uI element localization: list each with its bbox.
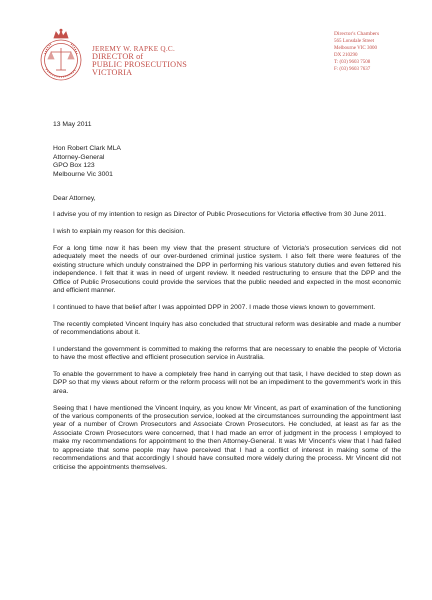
chambers-street: 565 Lonsdale Street (334, 39, 374, 45)
recipient-title: Attorney-General (53, 153, 105, 161)
paragraph-6: I understand the government is committed to making the reforms that are necessary to enable the people of Victoria to have the most effective and efficient prosecution service in Australia. (53, 345, 401, 362)
paragraph-5: The recently completed Vincent Inquiry has also concluded that structural reform was desirable and made a number of recommendations about it. (53, 320, 401, 337)
paragraph-2: I wish to explain my reason for this decision. (53, 228, 186, 236)
letterhead-name: JEREMY W. RAPKE Q.C. (92, 45, 176, 53)
paragraph-7: To enable the government to have a completely free hand in carrying out that task, I have decided to step down as DPP so that my views about reform or the reform process will not be an impediment to the government's work in this area. (53, 371, 401, 395)
letterhead (92, 45, 187, 77)
coat-of-arms-seal-icon (37, 28, 85, 83)
paragraph-1: I advise you of my intention to resign as Director of Public Prosecutions for Victoria effective from 30 June 2011. (53, 211, 387, 219)
recipient-city: Melbourne Vic 3001 (53, 170, 113, 178)
paragraph-4: I continued to have that belief after I was appointed DPP in 2007. I made those views known to government. (53, 303, 376, 311)
chambers-dx: DX 210290 (334, 53, 358, 59)
letterhead-line-2: PUBLIC PROSECUTIONS (92, 60, 187, 69)
letterhead-line-1: DIRECTOR of (92, 52, 144, 61)
letter-date: 13 May 2011 (53, 121, 92, 128)
letter-body (53, 121, 401, 480)
letterhead-line-3: VICTORIA (92, 68, 133, 77)
recipient-name: Hon Robert Clark MLA (53, 145, 121, 153)
chambers-address (334, 31, 379, 74)
chambers-title: Director's Chambers (334, 31, 380, 37)
chambers-phone: T: (03) 9603 7508 (334, 60, 371, 66)
recipient-box: GPO Box 123 (53, 162, 95, 170)
salutation: Dear Attorney, (53, 195, 96, 203)
chambers-city: Melbourne VIC 3000 (334, 46, 377, 52)
recipient-address (53, 145, 401, 179)
chambers-fax: F: (03) 9603 7637 (334, 67, 371, 73)
paragraph-3: For a long time now it has been my view that the present structure of Victoria's prosecution services did not adequately meet the needs of our over-burdened criminal justice system. I also felt there were features of the existing structure which unduly constrained the DPP in performing his various statutory duties and even fettered his independence. I felt that it was in need of urgent review. It needed restructuring to ensure that the DPP and the Office of Public Prosecutions could provide the services that the public needed and expected in the most economic and efficient manner. (53, 245, 401, 295)
paragraph-8: Seeing that I have mentioned the Vincent Inquiry, as you know Mr Vincent, as part of examination of the functioning of the various components of the prosecution service, looked at the circumstances surrounding the appointment last year of a number of Crown Prosecutors and Associate Crown Prosecutors. He concluded, at least as far as the Associate Crown Prosecutors were concerned, that I had made an error of judgment in the process I employed to make my recommendations for appointment to the then Attorney-General. It was Mr Vincent's view that I had failed to appreciate that some people may have perceived that I had a conflict of interest in making some of the recommendations and that accordingly I should have consulted more widely during the process. Mr Vincent did not criticise the appointments themselves. (53, 404, 401, 471)
